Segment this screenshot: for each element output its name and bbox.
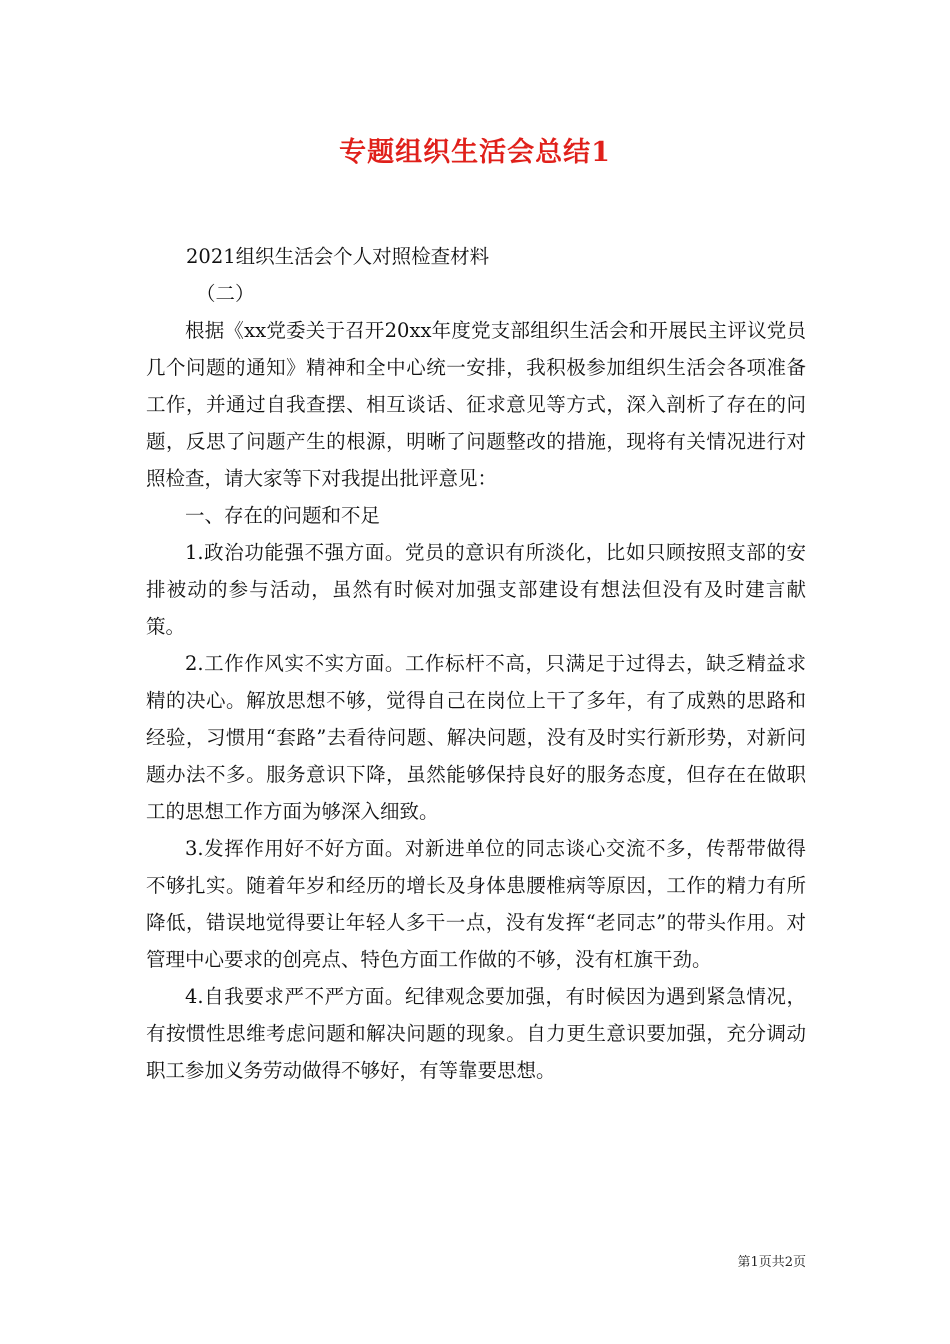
paragraph-intro: 根据《xx党委关于召开20xx年度党支部组织生活会和开展民主评议党员几个问题的通知》精神和全中心统一安排，我积极参加组织生活会各项准备工作，并通过自我查摆、相互谈话、征求意见等方式，深入剖析了存在的问题，反思了问题产生的根源，明晰了问题整改的措施，现将有关情况进行对照检查，请大家等下对我提出批评意见： [146,319,806,490]
paragraph-item-3: 3.发挥作用好不好方面。对新进单位的同志谈心交流不多，传帮带做得不够扎实。随着年岁和经历的增长及身体患腰椎病等原因，工作的精力有所降低，错误地觉得要让年轻人多干一点，没有发挥“老同志”的带头作用。对管理中心要求的创亮点、特色方面工作做的不够，没有杠旗干劲。 [146,837,806,971]
section-heading: 一、存在的问题和不足 [185,504,381,527]
paragraph-item-1: 1.政治功能强不强方面。党员的意识有所淡化，比如只顾按照支部的安排被动的参与活动，虽然有时候对加强支部建设有想法但没有及时建言献策。 [146,541,806,638]
part-marker: （二） [196,282,255,305]
paragraph-item-4: 4.自我要求严不严方面。纪律观念要加强，有时候因为遇到紧急情况，有按惯性思维考虑问题和解决问题的现象。自力更生意识要加强，充分调动职工参加义务劳动做得不够好，有等靠要思想。 [146,985,806,1082]
paragraph-item-2: 2.工作作风实不实方面。工作标杆不高，只满足于过得去，缺乏精益求精的决心。解放思想不够，觉得自己在岗位上干了多年，有了成熟的思路和经验，习惯用“套路”去看待问题、解决问题，没有及时实行新形势，对新问题办法不多。服务意识下降，虽然能够保持良好的服务态度，但存在在做职工的思想工作方面为够深入细致。 [146,652,806,823]
document-title: 专题组织生活会总结1 [339,137,611,168]
page-indicator: 第1页共2页 [737,1255,806,1270]
document-body [146,238,806,1089]
document-subtitle: 2021组织生活会个人对照检查材料 [186,245,490,268]
